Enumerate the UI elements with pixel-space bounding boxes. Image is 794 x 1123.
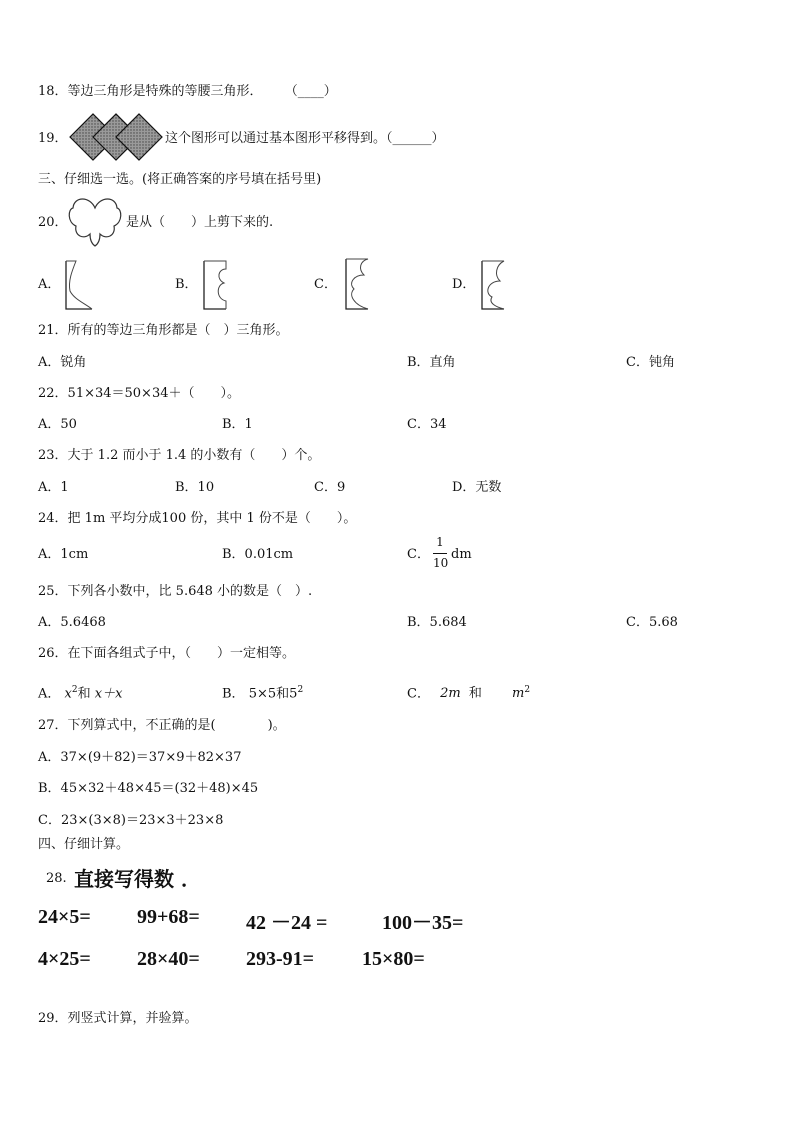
option-a[interactable]: A． $x^2$和 x＋x — [38, 685, 123, 702]
fold-shape-a-icon — [62, 259, 94, 311]
option-c[interactable]: C． 2m 和 $m^2$ — [407, 685, 531, 702]
question-21: 21．所有的等边三角形都是（ ）三角形。 — [38, 323, 289, 338]
question-27: 27．下列算式中，不正确的是( )。 — [38, 718, 286, 733]
question-19-text: 这个图形可以通过基本图形平移得到。（______） — [165, 131, 445, 146]
fraction-denominator: 10 — [433, 556, 449, 570]
option-c[interactable]: C．9 — [314, 480, 346, 495]
question-29: 29．列竖式计算，并验算。 — [38, 1011, 198, 1026]
option-b[interactable]: B．45×32＋48×45＝(32＋48)×45 — [38, 781, 259, 796]
option-c[interactable]: C．5.68 — [626, 615, 678, 630]
option-a[interactable]: A．37×(9＋82)＝37×9＋82×37 — [38, 750, 242, 765]
option-a[interactable]: A．锐角 — [38, 355, 87, 370]
calc-item: 293-91= — [246, 948, 315, 970]
option-b[interactable]: B．10 — [175, 480, 215, 495]
answer-blank[interactable]: （____） — [284, 84, 337, 99]
fraction-bar — [433, 553, 447, 554]
option-a[interactable]: A．50 — [38, 417, 77, 432]
question-26: 26．在下面各组式子中，（ ）一定相等。 — [38, 646, 296, 661]
option-c[interactable]: C． — [407, 547, 430, 562]
fraction-numerator: 1 — [436, 535, 444, 549]
calc-item: 4×25= — [38, 948, 91, 970]
option-c[interactable]: C．钝角 — [626, 355, 675, 370]
option-c[interactable]: C．34 — [407, 417, 447, 432]
option-b[interactable]: B．直角 — [407, 355, 456, 370]
option-b[interactable]: B． 5×5和$5^2$ — [222, 685, 304, 702]
question-25: 25．下列各小数中，比 5.648 小的数是（ ）. — [38, 584, 313, 599]
option-b[interactable]: B．0.01cm — [222, 547, 294, 562]
question-18 — [38, 83, 337, 101]
question-24: 24．把 1m 平均分成100 份，其中 1 份不是（ ）。 — [38, 511, 357, 526]
option-a[interactable]: A．1 — [38, 480, 69, 495]
rhombus-pattern-figure — [70, 114, 162, 160]
question-20-text: 是从（ ）上剪下来的. — [126, 215, 274, 230]
question-18-text: 18．等边三角形是特殊的等腰三角形． — [38, 84, 263, 99]
fraction-unit: dm — [451, 547, 472, 562]
question-19-number: 19． — [38, 131, 68, 146]
fold-shape-b-icon — [200, 259, 230, 311]
option-a[interactable]: A． — [38, 277, 61, 292]
section-4-heading: 四、仔细计算。 — [38, 837, 130, 852]
section-3-heading: 三、仔细选一选。(将正确答案的序号填在括号里) — [38, 172, 322, 187]
question-23: 23．大于 1.2 而小于 1.4 的小数有（ ）个。 — [38, 448, 321, 463]
cloud-shape-figure — [68, 196, 122, 248]
calc-item: 28×40= — [137, 948, 200, 970]
calc-item: 15×80= — [362, 948, 425, 970]
option-b[interactable]: B．5.684 — [407, 615, 467, 630]
fold-shape-c-icon — [340, 257, 372, 311]
calc-item: 99+68= — [137, 906, 200, 928]
option-b[interactable]: B．1 — [222, 417, 253, 432]
option-a[interactable]: A．5.6468 — [38, 615, 106, 630]
option-a[interactable]: A．1cm — [38, 547, 89, 562]
question-22: 22．51×34＝50×34＋（ ）。 — [38, 386, 240, 401]
calc-item: 24×5= — [38, 906, 91, 928]
option-b[interactable]: B． — [175, 277, 198, 292]
calc-item: 100－35= — [382, 912, 464, 934]
question-20-number: 20． — [38, 215, 68, 230]
question-28-number: 28. — [46, 871, 67, 886]
calc-item: 42 －24 = — [246, 912, 328, 934]
question-28-title: 直接写得数 ． — [74, 867, 201, 891]
fold-shape-d-icon — [478, 259, 508, 311]
option-d[interactable]: D．无数 — [452, 480, 502, 495]
option-c[interactable]: C． — [314, 277, 337, 292]
option-c[interactable]: C．23×(3×8)＝23×3＋23×8 — [38, 813, 224, 828]
option-d[interactable]: D． — [452, 277, 476, 292]
